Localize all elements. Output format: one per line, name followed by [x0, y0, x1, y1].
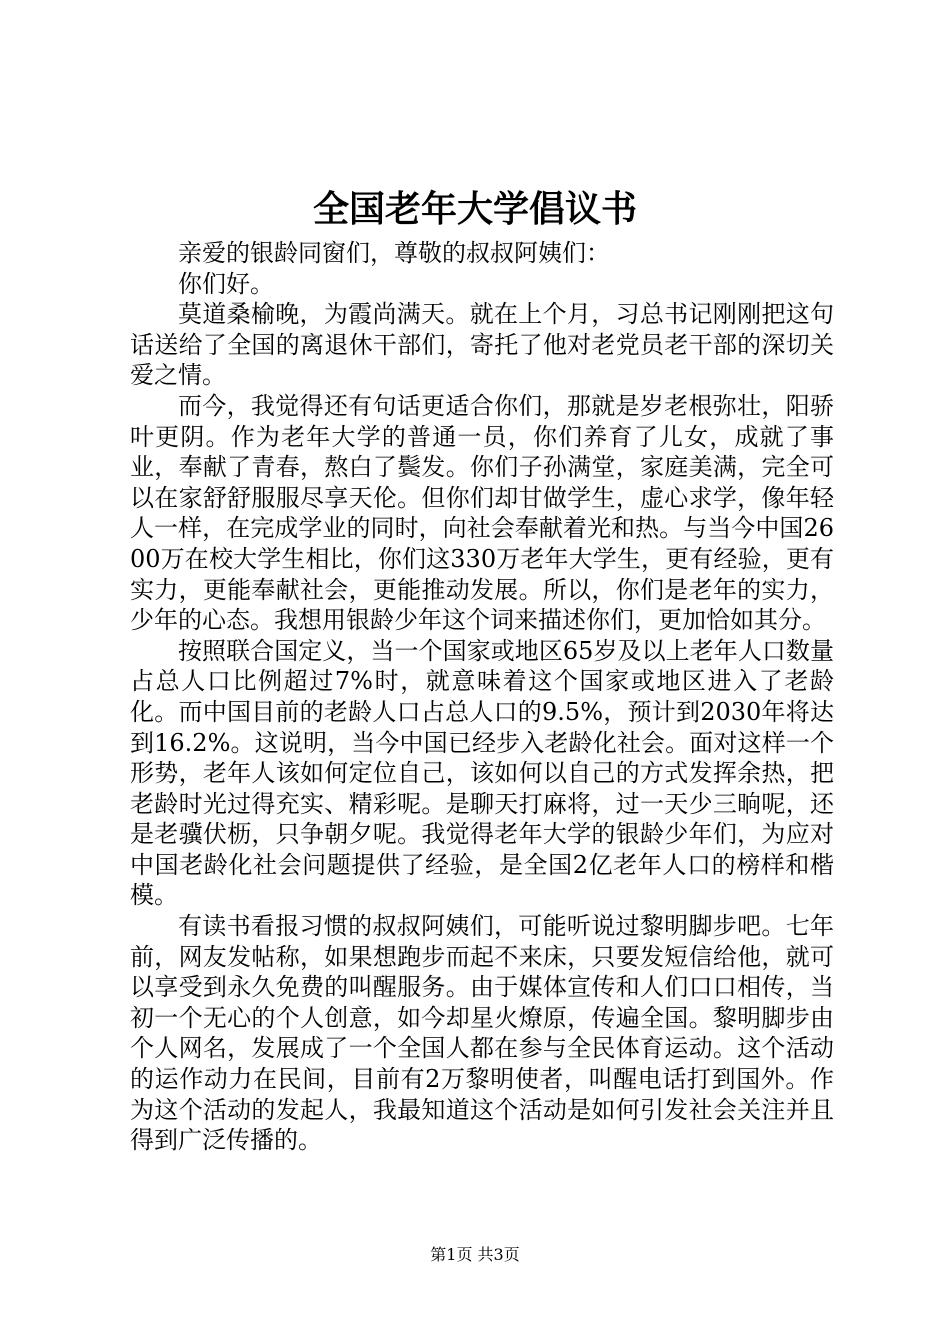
body-paragraph: 莫道桑榆晚，为霞尚满天。就在上个月，习总书记刚刚把这句话送给了全国的离退休干部们，寄托了他对老党员老干部的深切关爱之情。	[130, 300, 834, 390]
greeting-paragraph: 你们好。	[178, 269, 274, 298]
body-paragraph: 按照联合国定义，当一个国家或地区65岁及以上老年人口数量占总人口比例超过7%时，就意味着这个国家或地区进入了老龄化。而中国目前的老龄人口占总人口的9.5%，预计到2030年将达到16.2%。这说明，当今中国已经步入老龄化社会。面对这样一个形势，老年人该如何定位自己，该如何以自己的方式发挥余热，把老龄时光过得充实、精彩呢。是聊天打麻将，过一天少三晌呢，还是老骥伏枥，只争朝夕呢。我觉得老年大学的银龄少年们，为应对中国老龄化社会问题提供了经验，是全国2亿老年人口的榜样和楷模。	[130, 636, 834, 910]
document-title: 全国老年大学倡议书	[312, 188, 637, 230]
page-number-footer: 第1页 共3页	[430, 1245, 520, 1264]
body-paragraph: 有读书看报习惯的叔叔阿姨们，可能听说过黎明脚步吧。七年前，网友发帖称，如果想跑步而起不来床，只要发短信给他，就可以享受到永久免费的叫醒服务。由于媒体宣传和人们口口相传，当初一个无心的个人创意，如今却星火燎原，传遍全国。黎明脚步由个人网名，发展成了一个全国人都在参与全民体育运动。这个活动的运作动力在民间，目前有2万黎明使者，叫醒电话打到国外。作为这个活动的发起人，我最知道这个活动是如何引发社会关注并且得到广泛传播的。	[130, 912, 834, 1155]
document-body	[130, 238, 834, 1156]
salutation-paragraph: 亲爱的银龄同窗们，尊敬的叔叔阿姨们：	[178, 239, 610, 267]
body-paragraph: 而今，我觉得还有句话更适合你们，那就是岁老根弥壮，阳骄叶更阴。作为老年大学的普通一员，你们养育了儿女，成就了事业，奉献了青春，熬白了鬓发。你们子孙满堂，家庭美满，完全可以在家舒舒服服尽享天伦。但你们却甘做学生，虚心求学，像年轻人一样，在完成学业的同时，向社会奉献着光和热。与当今中国2600万在校大学生相比，你们这330万老年大学生，更有经验，更有实力，更能奉献社会，更能推动发展。所以，你们是老年的实力，少年的心态。我想用银龄少年这个词来描述你们，更加恰如其分。	[130, 391, 834, 635]
